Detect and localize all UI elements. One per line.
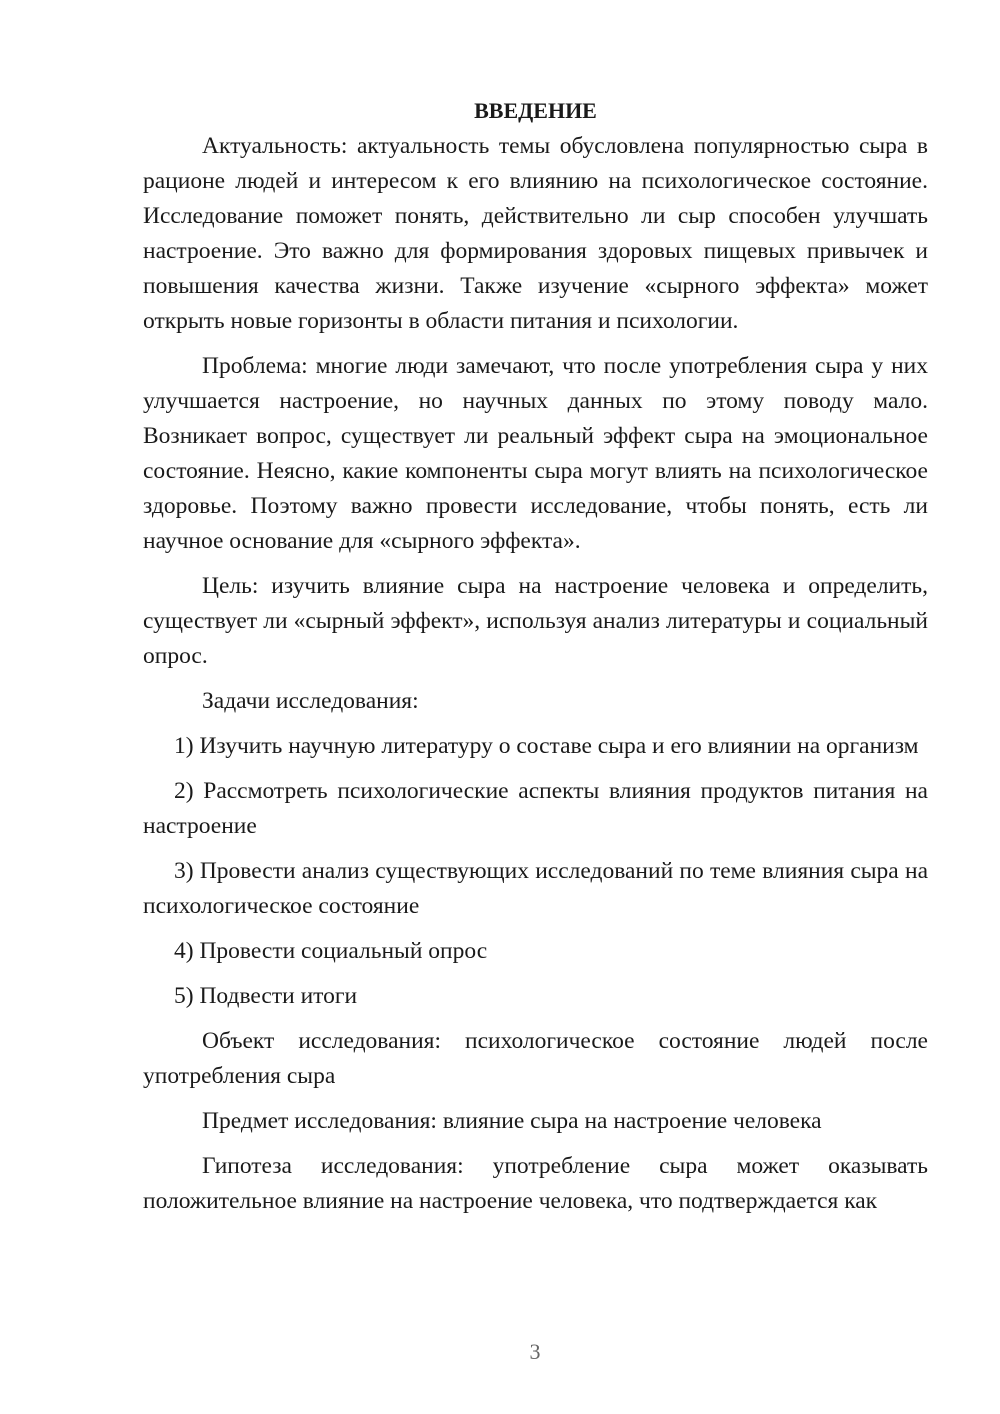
- goal-paragraph: Цель: изучить влияние сыра на настроение человека и определить, существует ли «сырный эффект», используя анализ литературы и социальный опрос.: [143, 573, 928, 669]
- task-item: 5) Подвести итоги: [174, 983, 358, 1009]
- page-number: 3: [529, 1339, 541, 1364]
- relevance-paragraph: Актуальность: актуальность темы обусловлена популярностью сыра в рационе людей и интересом к его влиянию на психологическое состояние. Исследование поможет понять, действительно ли сыр способен улучшать настроение. Это важно для формирования здоровых пищевых привычек и повышения качества жизни. Также изучение «сырного эффекта» может открыть новые горизонты в области питания и психологии.: [143, 133, 928, 334]
- section-title: ВВЕДЕНИЕ: [474, 98, 597, 123]
- task-item: 1) Изучить научную литературу о составе сыра и его влиянии на организм: [174, 733, 919, 759]
- task-item: 2) Рассмотреть психологические аспекты влияния продуктов питания на настроение: [143, 778, 928, 839]
- tasks-heading: Задачи исследования:: [202, 688, 419, 714]
- task-item: 3) Провести анализ существующих исследований по теме влияния сыра на психологическое состояние: [143, 858, 928, 919]
- subject-paragraph: Предмет исследования: влияние сыра на настроение человека: [202, 1108, 822, 1134]
- task-item: 4) Провести социальный опрос: [174, 938, 488, 964]
- problem-paragraph: Проблема: многие люди замечают, что после употребления сыра у них улучшается настроение, но научных данных по этому поводу мало. Возникает вопрос, существует ли реальный эффект сыра на эмоциональное состояние. Неясно, какие компоненты сыра могут влиять на психологическое здоровье. Поэтому важно провести исследование, чтобы понять, есть ли научное основание для «сырного эффекта».: [143, 353, 928, 554]
- object-paragraph: Объект исследования: психологическое состояние людей после употребления сыра: [143, 1028, 928, 1089]
- page-body: [143, 95, 928, 1229]
- hypothesis-paragraph: Гипотеза исследования: употребление сыра может оказывать положительное влияние на настроение человека, что подтверждается как: [143, 1153, 928, 1214]
